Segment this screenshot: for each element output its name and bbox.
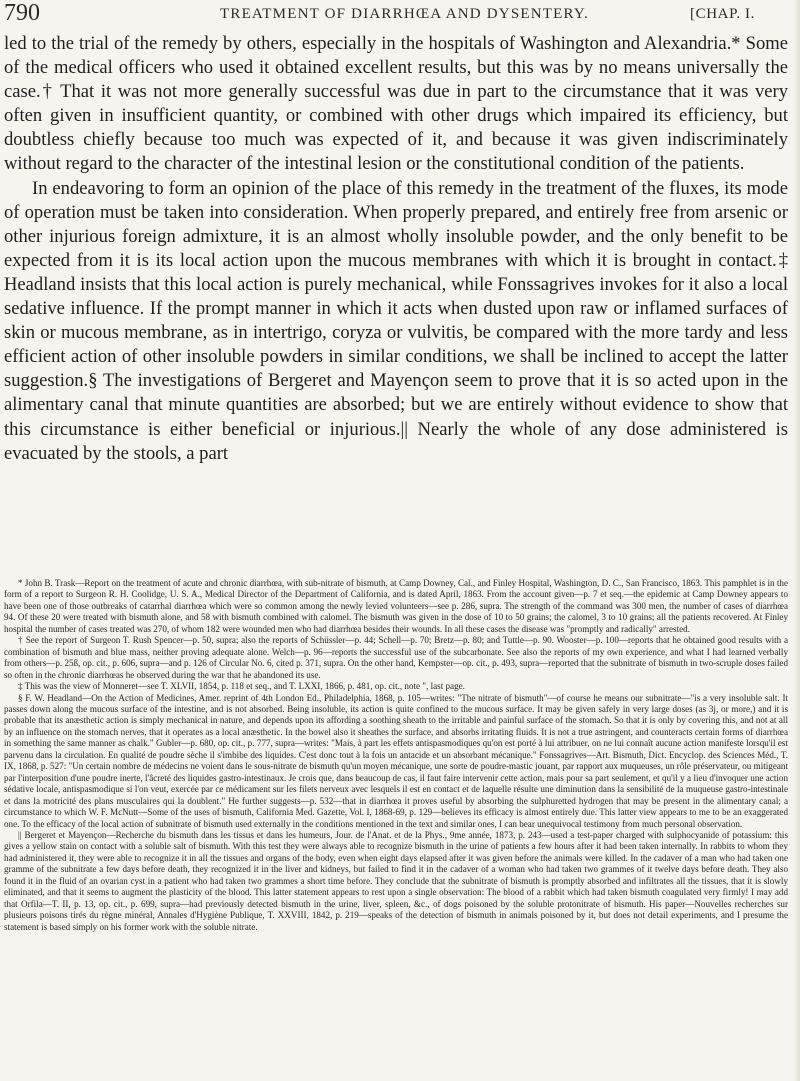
footnote-bergeret: || Bergeret et Mayençon—Recherche du bismuth dans les tissus et dans les humeurs, Jour. de l'Anat. et de la Phys., 9me année, 1873, p. 243—used a test-paper charged with sulphocyanide of potassium: this gives a yellow stain on contact with a soluble salt of bismuth. With this test they were always able to recognize bismuth in the urine of patients a few hours after it had been taken internally. In rabbits to whom they had administered it, they were able to recognize it in all the tissues and organs of the body, even when eight days elapsed after it was given before the animals were killed. In the cadaver of a man who had taken one gramme of the subnitrate a few days before death, they recognized it in the liver and kidneys, but failed to find it in the cadaver of a woman who had taken two grammes of it twelve days before death. They also found it in the fluid of an ovarian cyst in a patient who had taken two grammes a short time before. They conclude that the subnitrate of bismuth is promptly absorbed and infiltrates all the tissues, that it is slowly eliminated, and that it seems to augment the plasticity of the blood. This latter statement appears to rest upon a single observation: The blood of a rabbit which had taken bismuth coagulated very firmly! I may add that Orfila—T. II, p. 13, op. cit., p. 699, supra—had previously detected bismuth in the urine, liver, spleen, &c., of dogs poisoned by the soluble protonitrate of bismuth. His paper—Nouvelles recherches sur plusieurs poisons tirés du règne minéral, Annales d'Hygiène Publique, T. XXVIII, 1842, p. 219—speaks of the detection of bismuth in animals poisoned by it, but does not detail experiments, and I presume the statement is based simply on his former work with the soluble nitrate. (4, 829, 788, 932)
chapter-label: [CHAP. I. (690, 6, 755, 22)
footnotes (4, 578, 788, 933)
footnote-monneret: ‡ This was the view of Monneret—see T. XLVII, 1854, p. 118 et seq., and T. LXXI, 1866, p. 481, op. cit., note ", last page. (18, 681, 465, 692)
footnote-headland: § F. W. Headland—On the Action of Medicines, Amer. reprint of 4th London Ed., Philadelphia, 1868, p. 105—writes: "The nitrate of bismuth"—of course he means our subnitrate—"is a very insoluble salt. It passes down along the mucous surface of the intestine, and is not absorbed. Being insoluble, its action is quite confined to the mucous surface. It may be given safely in very large doses (as 3j, or more,) and it is probable that its anæsthetic action is simply mechanical in nature, and depends upon its affording a soothing sheath to the irritable and painful surface of the stomach. So that it is only by covering this, and not at all by an influence on the stomach nerves, that it operates as a local anæsthetic. In the bowel also it sheathes the surface, and absorbs irritating fluids. It is not a true astringent, and counteracts certain forms of diarrhœa in something the same manner as chalk." Gubler—p. 680, op. cit., p. 777, supra—writes: "Mais, à part les effets antispasmodiques qu'on est porté à lui attribuer, on ne lui connaît aucune action manifeste lorsqu'il est parvenu dans la circulation. En qualité de poudre sèche il s'imbibe des liquides. C'est donc tout à la fois un antacide et un absorbant mécanique." Fonssagrives—Art. Bismuth, Dict. Encyclop. des Sciences Méd., T. IX, 1868, p. 527: "Un certain nombre de médecins ne voient dans le sous-nitrate de bismuth qu'un moyen mécanique, une sorte de poudre-mastic jouant, par rapport aux muqueuses, un rôle préservateur, ou mitigeant par l'interposition d'une poudre inerte, l'âcreté des liquides gastro-intestinaux. Je crois que, dans beaucoup de cas, il faut faire intervenir cette action, mais pour sa part seulement, et qu'il y a lieu d'invoquer une action sédative locale, antispasmodique si l'on veut, exercée par ce médicament sur les filets nerveux avec lesquels il est en contact et de laquelle résulte une diminution dans la sensibilité de la muqueuse gastro-intestinale et dans la motricité des plans musculaires qui la doublent." He further suggests—p. 532—that in diarrhœa it proves useful by absorbing the sulphuretted hydrogen that may be present in the alimentary canal; a circumstance to which W. F. McNutt—Some of the uses of bismuth, California Med. Gazette, Vol. I, 1868-69, p. 129—believes its efficacy is almost entirely due. This latter view appears to me to be an exaggerated one. To the efficacy of the local action of subnitrate of bismuth used externally in the conditions mentioned in the text and similar ones, I can bear unequivocal testimony from much personal observation. (4, 692, 788, 829)
footnote-trask: * John B. Trask—Report on the treatment of acute and chronic diarrhœa, with sub-nitrate of bismuth, at Camp Downey, Cal., and Finley Hospital, Washington, D. C., San Francisco, 1863. This pamphlet is in the form of a report to Surgeon R. H. Coolidge, U. S. A., Medical Director of the Department of California, and is dated April, 1863. From the account given—p. 7 et seq.—the epidemic at Camp Downey appears to have been one of those outbreaks of catarrhal diarrhœa which were so common among the newly levied volunteers—see p. 286, supra. The strength of the command was 300 men, the number of cases of diarrhœa 94. Of these 20 were treated with bismuth alone, and 58 with bismuth combined with calomel. The bismuth was given in the dose of 10 to 50 grains; the calomel, 3 to 10 grains; all the patients recovered. At Finley hospital the number of cases treated was 270, of whom 182 were wounded men who had diarrhœa besides their wounds. In all these cases the disease was "promptly and radically" arrested. (4, 578, 788, 634)
paragraph-2: In endeavoring to form an opinion of the place of this remedy in the treatment of the fluxes, its mode of operation must be taken into consideration. When properly prepared, and entirely free from arsenic or other injurious foreign admixture, it is an almost wholly insoluble powder, and the only benefit to be expected from it is its local action upon the mucous membranes with which it is brought in contact.‡ Headland insists that this local action is purely mechanical, while Fonssagrives invokes for it also a local sedative influence. If the prompt manner in which it acts when dusted upon raw or inflamed surfaces of skin or mucous membrane, as in intertrigo, coryza or vulvitis, be compared with the more tardy and less efficient action of other insoluble powders in similar conditions, we shall be inclined to accept the latter suggestion.§ The investigations of Bergeret and Mayençon seem to prove that it is so acted upon in the alimentary canal that minute quantities are absorbed; but we are entirely without evidence to show that this circumstance is either beneficial or injurious.|| Nearly the whole of any dose administered is evacuated by the stools, a part (4, 177, 788, 464)
running-title: TREATMENT OF DIARRHŒA AND DYSENTERY. (220, 6, 589, 22)
paragraph-1: led to the trial of the remedy by others, especially in the hospitals of Washington and Alexandria.* Some of the medical officers who used it obtained excellent results, but this was by no means universally the case.† That it was not more generally successful was due in part to the circumstance that it was very often given in insufficient quantity, or combined with other drugs which impaired its efficiency, but doubtless chiefly because too much was expected of it, and because it was given indiscriminately without regard to the character of the intestinal lesion or the constitutional condition of the patients. (4, 33, 788, 175)
scan-edge-shadow (794, 0, 800, 1081)
main-text (4, 32, 788, 466)
footnote-spencer: † See the report of Surgeon T. Rush Spencer—p. 50, supra; also the reports of Schüssler—p. 44; Schell—p. 70; Bretz—p. 80; and Tuttle—p. 90. Wooster—p. 100—reports that he obtained good results with a combination of bismuth and blue mass, neither proving adequate alone. Welch—p. 96—reports the successful use of the subcarbonate. See also the reports of my own experience, and what I had learned verbally from others—p. 25ß, op. cit., p. 606, supra—and p. 126 of Circular No. 6, cited p. 371, supra. On the other hand, Kempster—op. cit., p. 493, supra—reported that the subnitrate of bismuth in two-scruple doses failed so often in the chronic diarrhœas he observed during the war that he abandoned its use. (4, 635, 788, 680)
page-number: 790 (4, 0, 40, 26)
